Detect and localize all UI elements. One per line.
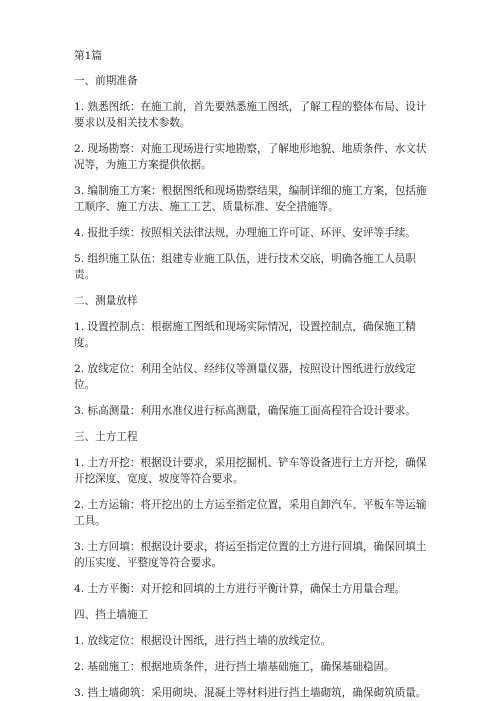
section-4-item-1: 1. 放线定位：根据设计图纸，进行挡土墙的放线定位。 <box>74 635 332 647</box>
document-title: 第1篇 <box>74 50 102 62</box>
section-1-item-5: 5. 组织施工队伍：组建专业施工队伍，进行技术交底，明确各施工人员职责。 <box>74 253 416 281</box>
section-2-item-3: 3. 标高测量：利用水准仪进行标高测量，确保施工面高程符合设计要求。 <box>74 405 416 417</box>
section-3-item-3: 3. 土方回填：根据设计要求，将运至指定位置的土方进行回填，确保回填土的压实度、平整度等符合要求。 <box>74 541 427 569</box>
section-1-item-2: 2. 现场勘察：对施工现场进行实地勘察，了解地形地貌、地质条件、水文状况等，为施工方案提供依据。 <box>74 143 427 171</box>
section-4-item-2: 2. 基础施工：根据地质条件，进行挡土墙基础施工，确保基础稳固。 <box>74 661 395 673</box>
section-4-item-3: 3. 挡土墙砌筑：采用砌块、混凝土等材料进行挡土墙砌筑，确保砌筑质量。 <box>74 687 427 699</box>
section-3-item-1: 1. 土方开挖：根据设计要求，采用挖掘机、铲车等设备进行土方开挖，确保开挖深度、宽度、坡度等符合要求。 <box>74 457 427 485</box>
section-3-item-4: 4. 土方平衡：对开挖和回填的土方进行平衡计算，确保土方用量合理。 <box>74 583 406 595</box>
section-heading-2: 二、测量放样 <box>74 295 138 307</box>
section-1-item-3: 3. 编制施工方案：根据图纸和现场勘察结果，编制详细的施工方案，包括施工顺序、施工方法、施工工艺、质量标准、安全措施等。 <box>74 185 427 213</box>
section-3-item-2: 2. 土方运输：将开挖出的土方运至指定位置，采用自卸汽车、平板车等运输工具。 <box>74 499 427 527</box>
section-heading-1: 一、前期准备 <box>74 75 138 87</box>
section-1-item-1: 1. 熟悉图纸：在施工前，首先要熟悉施工图纸，了解工程的整体布局、设计要求以及相关技术参数。 <box>74 101 427 129</box>
section-2-item-2: 2. 放线定位：利用全站仪、经纬仪等测量仪器，按照设计图纸进行放线定位。 <box>74 363 416 391</box>
section-heading-4: 四、挡土墙施工 <box>74 609 149 621</box>
section-2-item-1: 1. 设置控制点：根据施工图纸和现场实际情况，设置控制点，确保施工精度。 <box>74 321 416 349</box>
section-heading-3: 三、土方工程 <box>74 431 138 443</box>
document-body <box>74 48 434 701</box>
section-1-item-4: 4. 报批手续：按照相关法律法规，办理施工许可证、环评、安评等手续。 <box>74 227 416 239</box>
